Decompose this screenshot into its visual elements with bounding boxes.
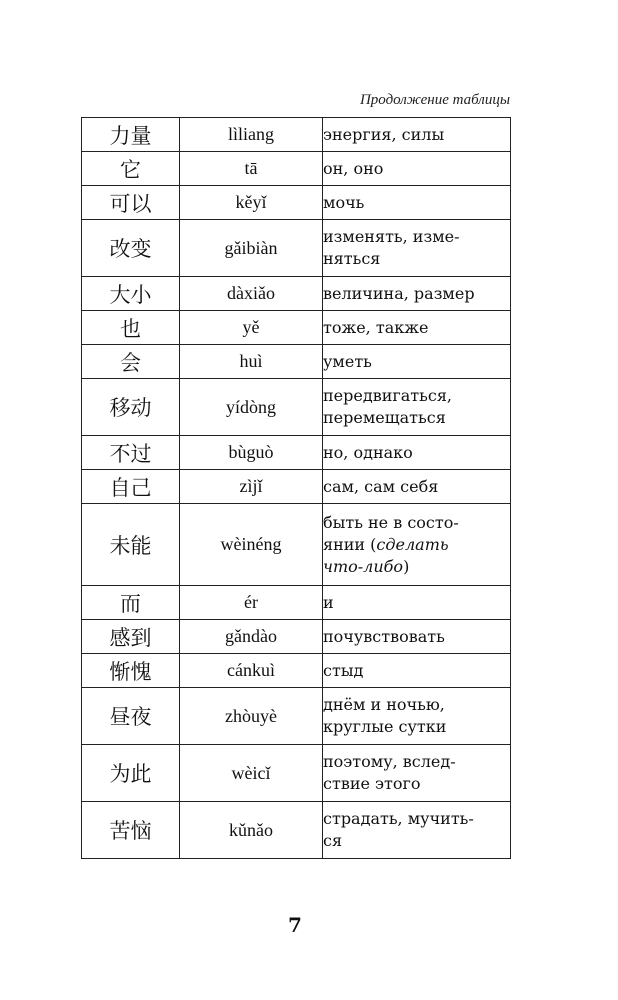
translation-cell — [323, 345, 511, 379]
page-number: 7 — [288, 913, 302, 937]
pinyin-cell: dàxiǎo — [180, 277, 323, 311]
pinyin-cell: wèicǐ — [180, 745, 323, 802]
table-row — [82, 745, 511, 802]
translation-text: ся — [323, 831, 343, 850]
translation-line — [323, 512, 510, 534]
table-row — [82, 620, 511, 654]
translation-text: днём и ночью, — [323, 695, 445, 714]
translation-italic-text: что-либо — [323, 556, 404, 576]
hanzi-cell: 改变 — [82, 220, 180, 277]
translation-cell — [323, 152, 511, 186]
hanzi-cell: 力量 — [82, 118, 180, 152]
hanzi-cell: 移动 — [82, 379, 180, 436]
pinyin-cell: zhòuyè — [180, 688, 323, 745]
table-row — [82, 186, 511, 220]
translation-text: мочь — [323, 192, 365, 212]
pinyin-cell: tā — [180, 152, 323, 186]
translation-cell — [323, 220, 511, 277]
translation-cell — [323, 586, 511, 620]
pinyin-cell: kǔnǎo — [180, 802, 323, 859]
translation-line — [323, 385, 510, 407]
translation-line — [323, 351, 510, 373]
translation-line — [323, 124, 510, 146]
pinyin-cell: ér — [180, 586, 323, 620]
table-row — [82, 436, 511, 470]
pinyin-cell: gǎibiàn — [180, 220, 323, 277]
translation-line — [323, 716, 510, 738]
translation-cell — [323, 436, 511, 470]
translation-text: изменять, изме- — [323, 227, 460, 246]
translation-line — [323, 751, 510, 773]
translation-cell — [323, 745, 511, 802]
pinyin-cell: kěyǐ — [180, 186, 323, 220]
translation-text: почувствовать — [323, 626, 445, 646]
translation-line — [323, 660, 510, 682]
translation-cell — [323, 654, 511, 688]
translation-text: уметь — [323, 351, 372, 371]
translation-line — [323, 808, 510, 830]
translation-text: ) — [403, 556, 410, 576]
hanzi-cell: 未能 — [82, 504, 180, 586]
hanzi-cell: 大小 — [82, 277, 180, 311]
pinyin-cell: zìjǐ — [180, 470, 323, 504]
translation-cell — [323, 379, 511, 436]
translation-line — [323, 534, 510, 556]
translation-cell — [323, 470, 511, 504]
table-row — [82, 379, 511, 436]
table-row — [82, 220, 511, 277]
pinyin-cell: lìliang — [180, 118, 323, 152]
pinyin-cell: gǎndào — [180, 620, 323, 654]
hanzi-cell: 感到 — [82, 620, 180, 654]
pinyin-cell: yídòng — [180, 379, 323, 436]
translation-text: величина, размер — [323, 283, 475, 303]
translation-line — [323, 158, 510, 180]
translation-cell — [323, 802, 511, 859]
translation-cell — [323, 118, 511, 152]
translation-text: тоже, также — [323, 317, 429, 337]
table-row — [82, 152, 511, 186]
hanzi-cell: 也 — [82, 311, 180, 345]
hanzi-cell: 可以 — [82, 186, 180, 220]
translation-text: поэтому, вслед- — [323, 752, 456, 771]
pinyin-cell: huì — [180, 345, 323, 379]
translation-text: стыд — [323, 660, 364, 680]
table-row — [82, 470, 511, 504]
translation-text: передвигаться, — [323, 386, 452, 405]
pinyin-cell: yě — [180, 311, 323, 345]
table-row — [82, 277, 511, 311]
translation-line — [323, 248, 510, 270]
translation-text: но, однако — [323, 442, 413, 462]
translation-line — [323, 226, 510, 248]
pinyin-cell: wèinéng — [180, 504, 323, 586]
translation-line — [323, 317, 510, 339]
translation-cell — [323, 277, 511, 311]
table-row — [82, 118, 511, 152]
translation-line — [323, 192, 510, 214]
hanzi-cell: 它 — [82, 152, 180, 186]
table-row — [82, 688, 511, 745]
hanzi-cell: 惭愧 — [82, 654, 180, 688]
hanzi-cell: 而 — [82, 586, 180, 620]
translation-text: перемещаться — [323, 408, 446, 427]
translation-text: няться — [323, 249, 381, 268]
vocabulary-table-body — [82, 118, 511, 859]
table-continuation-caption: Продолжение таблицы — [359, 92, 510, 108]
translation-text: ствие этого — [323, 774, 421, 793]
hanzi-cell: 不过 — [82, 436, 180, 470]
vocabulary-table — [81, 117, 511, 859]
translation-line — [323, 626, 510, 648]
translation-line — [323, 476, 510, 498]
pinyin-cell: bùguò — [180, 436, 323, 470]
translation-line — [323, 556, 510, 578]
translation-cell — [323, 186, 511, 220]
translation-line — [323, 442, 510, 464]
translation-text: энергия, силы — [323, 124, 445, 144]
table-row — [82, 311, 511, 345]
hanzi-cell: 昼夜 — [82, 688, 180, 745]
translation-line — [323, 830, 510, 852]
translation-text: янии ( — [323, 534, 377, 554]
translation-cell — [323, 504, 511, 586]
translation-line — [323, 407, 510, 429]
hanzi-cell: 自己 — [82, 470, 180, 504]
translation-text: быть не в состо- — [323, 512, 459, 532]
table-row — [82, 345, 511, 379]
translation-line — [323, 694, 510, 716]
translation-cell — [323, 688, 511, 745]
hanzi-cell: 为此 — [82, 745, 180, 802]
translation-line — [323, 592, 510, 614]
hanzi-cell: 会 — [82, 345, 180, 379]
translation-cell — [323, 620, 511, 654]
translation-italic-text: сделать — [376, 534, 449, 554]
translation-text: круглые сутки — [323, 717, 447, 736]
table-row — [82, 504, 511, 586]
hanzi-cell: 苦恼 — [82, 802, 180, 859]
table-row — [82, 802, 511, 859]
translation-text: страдать, мучить- — [323, 809, 474, 828]
translation-line — [323, 283, 510, 305]
translation-text: он, оно — [323, 158, 384, 178]
translation-cell — [323, 311, 511, 345]
translation-text: сам, сам себя — [323, 476, 439, 496]
table-row — [82, 586, 511, 620]
pinyin-cell: cánkuì — [180, 654, 323, 688]
translation-line — [323, 773, 510, 795]
translation-text: и — [323, 592, 334, 612]
table-row — [82, 654, 511, 688]
